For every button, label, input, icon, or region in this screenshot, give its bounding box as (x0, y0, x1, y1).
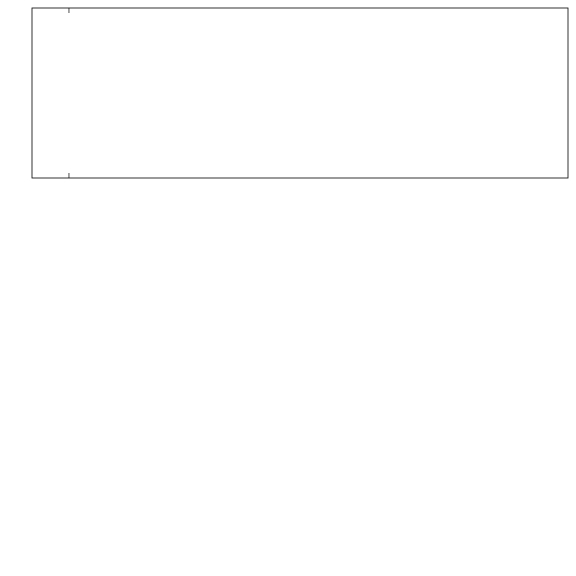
plot-frame-0 (32, 8, 568, 178)
